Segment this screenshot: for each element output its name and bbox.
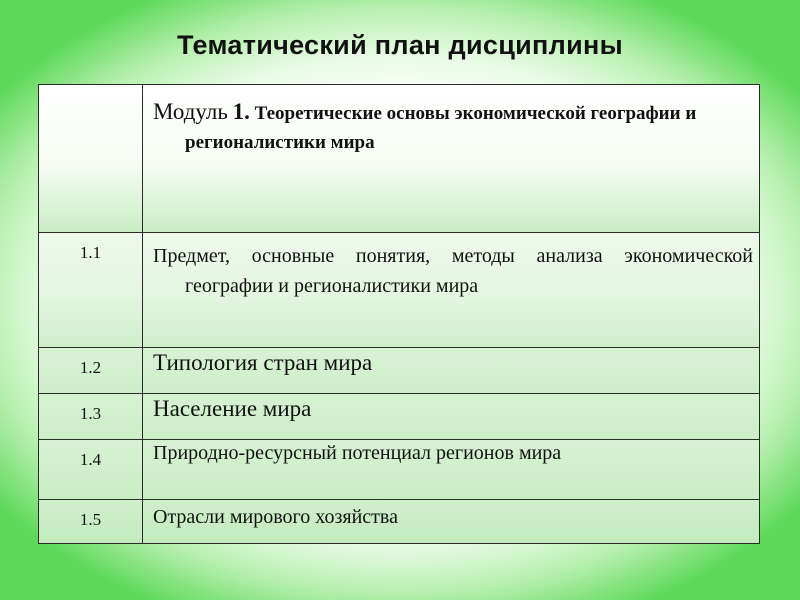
module-row — [39, 85, 760, 233]
topic-title: Отрасли мирового хозяйства — [143, 500, 760, 544]
table-row — [39, 500, 760, 544]
module-number-cell — [39, 85, 143, 233]
topic-title: Предмет, основные понятия, методы анализа экономической географии и регионалистики мира — [153, 245, 753, 297]
topic-title: Природно-ресурсный потенциал регионов мира — [143, 440, 760, 500]
topic-title: Население мира — [143, 394, 760, 440]
slide-title: Тематический план дисциплины — [177, 30, 623, 60]
table-row — [39, 233, 760, 348]
topic-title-cell — [143, 233, 760, 348]
module-title-cell — [143, 85, 760, 233]
topic-number: 1.1 — [39, 233, 143, 348]
thematic-plan-table — [38, 84, 760, 544]
topic-number: 1.3 — [39, 394, 143, 440]
topic-number: 1.5 — [39, 500, 143, 544]
topic-number: 1.2 — [39, 348, 143, 394]
module-prefix: Модуль — [153, 99, 228, 124]
table-row — [39, 394, 760, 440]
table-row — [39, 348, 760, 394]
module-number: 1. — [232, 99, 250, 124]
topic-title: Типология стран мира — [143, 348, 760, 394]
topic-number: 1.4 — [39, 440, 143, 500]
module-title: Теоретические основы экономической географии и регионалистики мира — [185, 103, 697, 153]
table-row — [39, 440, 760, 500]
